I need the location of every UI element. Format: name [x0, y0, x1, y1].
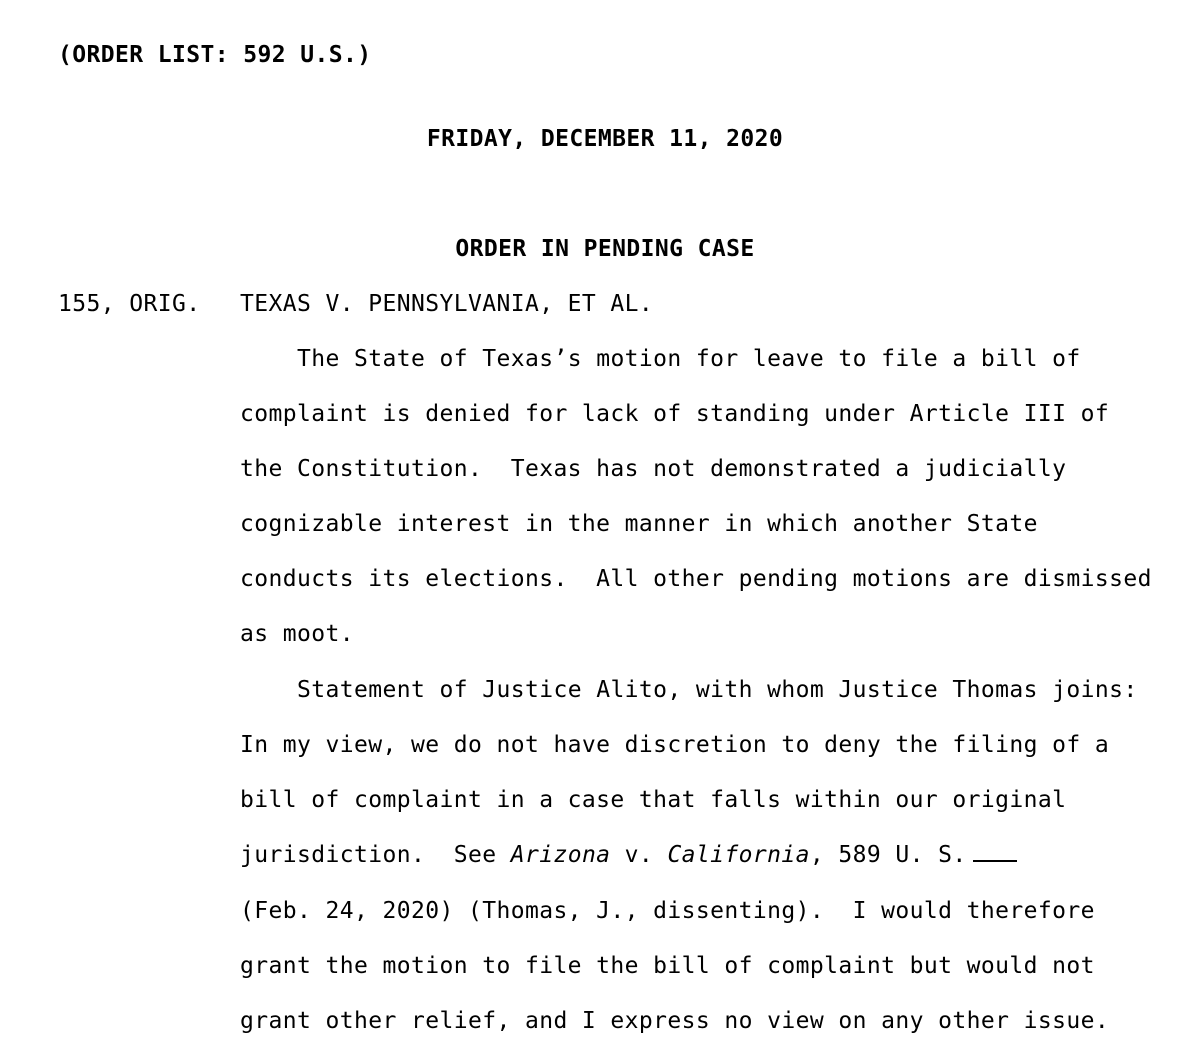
citation-versus: v.: [610, 842, 668, 868]
statement-paragraph-line: In my view, we do not have discretion to deny the filing of a: [240, 732, 1110, 758]
citation-case-a: Arizona: [510, 842, 611, 868]
citation-case-b: California: [667, 842, 810, 868]
statement-paragraph-line: bill of complaint in a case that falls within our original: [240, 787, 1067, 813]
order-paragraph-line: conducts its elections. All other pending motions are dismissed: [240, 566, 1152, 592]
order-paragraph-line: complaint is denied for lack of standing under Article III of: [240, 401, 1110, 427]
citation-page-blank: [973, 842, 1017, 862]
order-paragraph-line: The State of Texas’s motion for leave to file a bill of: [297, 346, 1081, 372]
order-paragraph-line: as moot.: [240, 621, 354, 647]
citation-reporter: , 589 U. S.: [809, 842, 967, 868]
statement-paragraph-line: grant other relief, and I express no view on any other issue.: [240, 1008, 1110, 1034]
citation-prefix: jurisdiction. See: [240, 842, 511, 868]
order-paragraph-line: cognizable interest in the manner in which another State: [240, 511, 1038, 537]
section-heading: ORDER IN PENDING CASE: [455, 236, 755, 262]
case-title: TEXAS V. PENNSYLVANIA, ET AL.: [240, 291, 654, 317]
order-paragraph-line: the Constitution. Texas has not demonstrated a judicially: [240, 456, 1067, 482]
citation-line: [240, 841, 1017, 869]
order-list-header: (ORDER LIST: 592 U.S.): [58, 42, 372, 68]
statement-paragraph-line: grant the motion to file the bill of complaint but would not: [240, 953, 1095, 979]
case-number: 155, ORIG.: [58, 291, 201, 317]
statement-paragraph-line: Statement of Justice Alito, with whom Justice Thomas joins:: [297, 677, 1138, 703]
order-date: FRIDAY, DECEMBER 11, 2020: [426, 126, 784, 152]
statement-paragraph-line: (Feb. 24, 2020) (Thomas, J., dissenting). I would therefore: [240, 898, 1095, 924]
